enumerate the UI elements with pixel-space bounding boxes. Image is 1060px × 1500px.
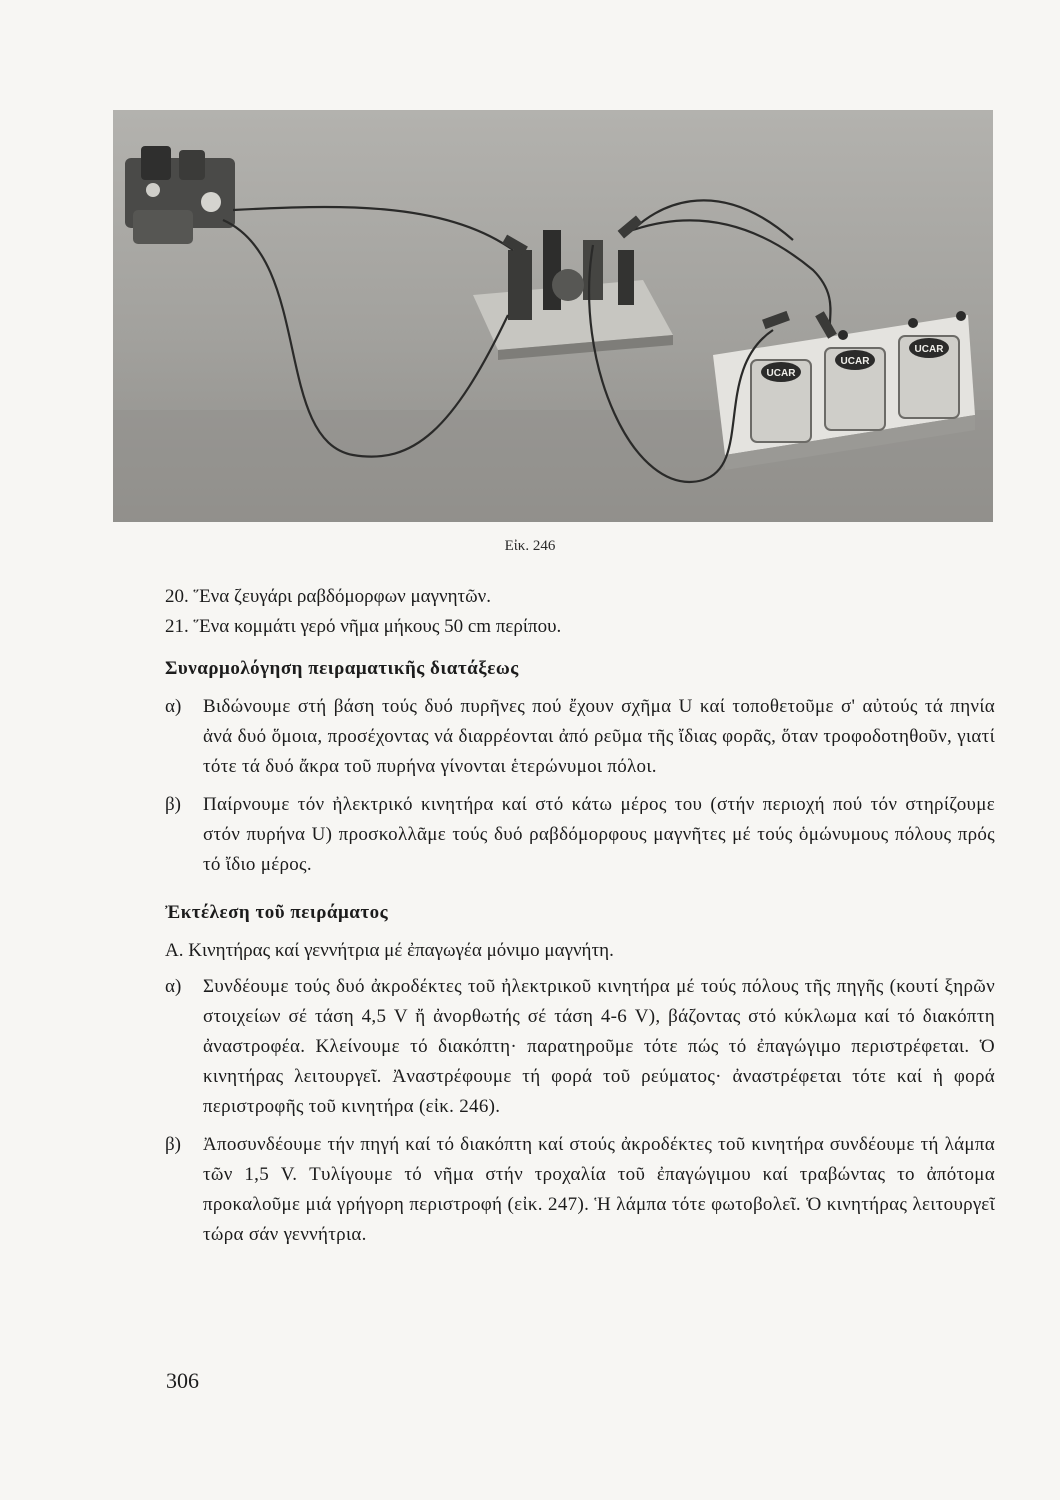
paragraph: [165, 1130, 995, 1250]
paragraph-marker: β): [165, 1134, 181, 1155]
figure-caption: Εἰκ. 246: [504, 538, 556, 554]
paragraph-text: Συνδέουμε τούς δυό ἀκροδέκτες τοῦ ἠλεκτρικοῦ κινητήρα μέ τούς πόλους τῆς πηγῆς (κουτί ξηρῶν στοιχείων σέ τάση 4,5 V ἤ ἀνορθωτής σέ τάση 4-6 V), βάζοντας στό κύκλωμα καί τό διακόπτη ἀναστροφέα. Κλείνουμε τό διακόπτη· παρατηροῦμε τότε πώς τό ἐπαγώγιμο περιστρέφεται. Ὁ κινητήρας λειτουργεῖ. Ἀναστρέφουμε τή φορά τοῦ ρεύματος· ἀναστρέφεται τότε καί ἡ φορά περιστροφῆς τοῦ κινητήρα (εἰκ. 246).: [203, 976, 995, 1117]
paragraph-text: Ἀποσυνδέουμε τήν πηγή καί τό διακόπτη καί στούς ἀκροδέκτες τοῦ κινητήρα συνδέουμε τή λάμπα τῶν 1,5 V. Τυλίγουμε τό νῆμα στήν τροχαλία τοῦ ἐπαγώγιμου καί τραβώντας το ἀπότομα προκαλοῦμε μιά γρήγορη περιστροφή (εἰκ. 247). Ἡ λάμπα τότε φωτοβολεῖ. Ὁ κινητήρας λειτουργεῖ τώρα σάν γεννήτρια.: [203, 1134, 995, 1245]
battery-cell-3: [899, 336, 959, 418]
battery-cell-1: [751, 360, 811, 442]
paragraph: [165, 972, 995, 1122]
paragraph-marker: α): [165, 696, 182, 717]
paragraph-marker: β): [165, 794, 181, 815]
list-item: 20. Ἕνα ζευγάρι ραβδόμορφων μαγνητῶν.: [165, 586, 492, 607]
svg-text:UCAR: UCAR: [840, 356, 870, 367]
paragraph: [165, 692, 995, 782]
section-heading-assembly: Συναρμολόγηση πειραματικῆς διατάξεως: [165, 658, 519, 679]
page-number: 306: [166, 1368, 199, 1393]
page-body: [165, 582, 995, 1258]
paragraph-text: Βιδώνουμε στή βάση τούς δυό πυρῆνες πού ἔχουν σχῆμα U καί τοποθετοῦμε σ' αὐτούς τά πηνία ἀνά δυό ὅμοια, προσέχοντας νά διαρρέονται ἀπό ρεῦμα τῆς ἴδιας φορᾶς, ὅταν τροφοδοτηθοῦν, γιατί τότε τά δυό ἄκρα τοῦ πυρήνα γίνονται ἑτερώνυμοι πόλοι.: [203, 696, 995, 777]
paragraph: [165, 790, 995, 880]
section-heading-execution: Ἐκτέλεση τοῦ πειράματος: [165, 902, 389, 923]
figure-photo: [113, 110, 993, 522]
subsection-heading: Α. Κινητήρας καί γεννήτρια μέ ἐπαγωγέα μόνιμο μαγνήτη.: [165, 940, 614, 961]
paragraph-text: Παίρνουμε τόν ἠλεκτρικό κινητήρα καί στό κάτω μέρος του (στήν περιοχή πού τόν στηρίζουμε στόν πυρήνα U) προσκολλᾶμε τούς δυό ραβδόμορφους μαγνῆτες μέ τούς ὁμώνυμους πόλους πρός τό ἴδιο μέρος.: [203, 794, 995, 875]
battery-cell-2: [825, 348, 885, 430]
svg-text:UCAR: UCAR: [914, 344, 944, 355]
figure-photo-drawing: [113, 110, 993, 522]
svg-text:UCAR: UCAR: [766, 368, 796, 379]
paragraph-marker: α): [165, 976, 182, 997]
list-item: 21. Ἕνα κομμάτι γερό νῆμα μήκους 50 cm περίπου.: [165, 616, 562, 637]
